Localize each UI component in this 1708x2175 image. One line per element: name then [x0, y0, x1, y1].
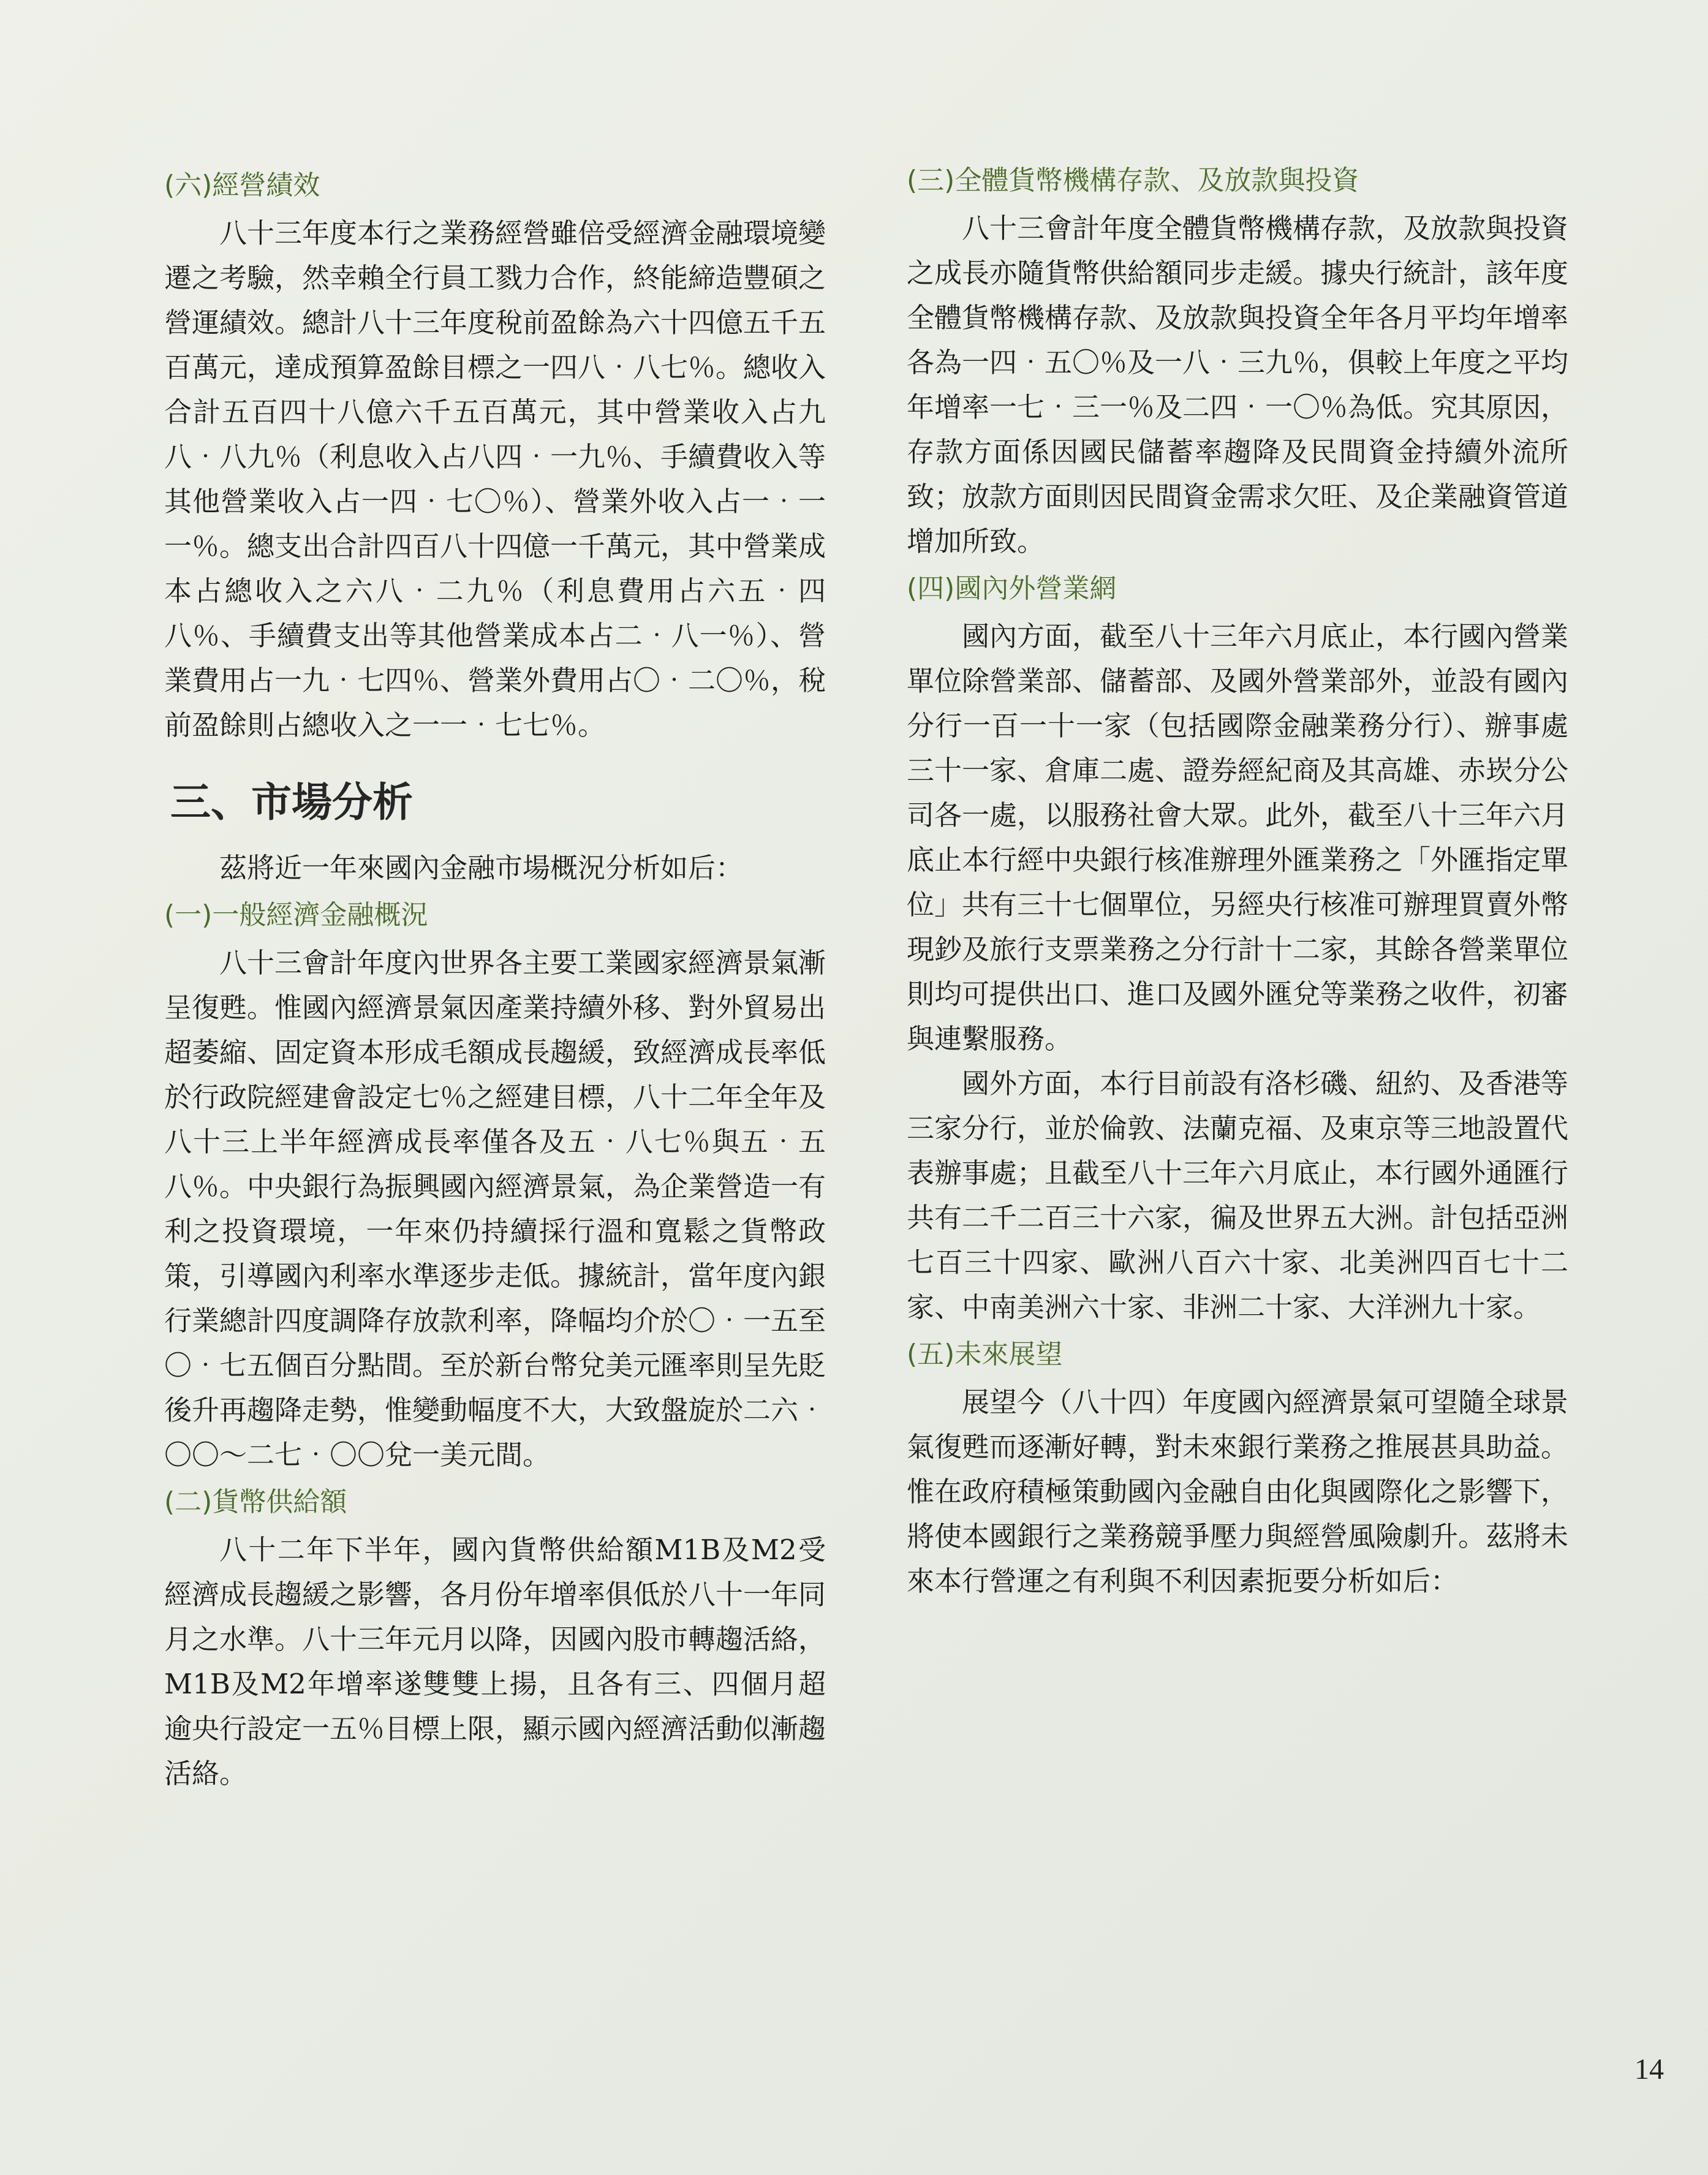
chapter-title-market-analysis: 三、市場分析: [170, 779, 413, 826]
paragraph-domestic-network: 國內方面，截至八十三年六月底止，本行國內營業單位除營業部、儲蓄部、及國外營業部外，並設有國內分行一百一十一家（包括國際金融業務分行）、辦事處三十一家、倉庫二處、證券經紀商及其高雄、赤崁分公司各一處，以服務社會大眾。此外，截至八十三年六月底止本行經中央銀行核准辦理外匯業務之「外匯指定單位」共有三十七個單位，另經央行核准可辦理買賣外幣現鈔及旅行支票業務之分行計十二家，其餘各營業單位則均可提供出口、進口及國外匯兌等業務之收件，初審與連繫服務。: [907, 620, 1569, 1055]
paragraph-market-intro: 茲將近一年來國內金融市場概況分析如后：: [219, 852, 744, 884]
right-column: [907, 161, 1568, 1603]
section-heading-deposits-loans: (三)全體貨幣機構存款、及放款與投資: [907, 165, 1359, 196]
section-heading-business-network: (四)國內外營業網: [907, 573, 1117, 604]
paragraph-operating-performance: 八十三年度本行之業務經營雖倍受經濟金融環境變遷之考驗，然幸賴全行員工戮力合作，終能締造豐碩之營運績效。總計八十三年度稅前盈餘為六十四億五千五百萬元，達成預算盈餘目標之一四八‧八七％。總收入合計五百四十八億六千五百萬元，其中營業收入占九八‧八九％（利息收入占八四‧一九％、手續費收入等其他營業收入占一四‧七〇％）、營業外收入占一‧一一％。總支出合計四百八十四億一千萬元，其中營業成本占總收入之六八‧二九％（利息費用占六五‧四八％、手續費支出等其他營業成本占二‧八一％）、營業費用占一九‧七四％、營業外費用占〇‧二〇％，稅前盈餘則占總收入之一一‧七七％。: [164, 217, 826, 741]
paragraph-money-supply: 八十二年下半年，國內貨幣供給額M1B及M2受經濟成長趨緩之影響，各月份年增率俱低於八十一年同月之水準。八十三年元月以降，因國內股市轉趨活絡，M1B及M2年增率遂雙雙上揚，且各有三、四個月超逾央行設定一五％目標上限，顯示國內經濟活動似漸趨活絡。: [164, 1534, 826, 1790]
section-heading-outlook: (五)未來展望: [907, 1339, 1063, 1370]
paragraph-deposits-loans: 八十三會計年度全體貨幣機構存款，及放款與投資之成長亦隨貨幣供給額同步走緩。據央行統計，該年度全體貨幣機構存款、及放款與投資全年各月平均年增率各為一四‧五〇％及一八‧三九％，俱較上年度之平均年增率一七‧三一％及二四‧一〇％為低。究其原因，存款方面係因國民儲蓄率趨降及民間資金持續外流所致；放款方面則因民間資金需求欠旺、及企業融資管道增加所致。: [907, 212, 1569, 558]
paragraph-outlook: 展望今（八十四）年度國內經濟景氣可望隨全球景氣復甦而逐漸好轉，對未來銀行業務之推展甚具助益。惟在政府積極策動國內金融自由化與國際化之影響下，將使本國銀行之業務競爭壓力與經營風險劇升。茲將未來本行營運之有利與不利因素扼要分析如后：: [907, 1386, 1569, 1597]
section-heading-money-supply: (二)貨幣供給額: [164, 1486, 347, 1518]
page-number: 14: [1634, 2053, 1664, 2086]
paragraph-overseas-network: 國外方面，本行目前設有洛杉磯、紐約、及香港等三家分行，並於倫敦、法蘭克福、及東京等三地設置代表辦事處；且截至八十三年六月底止，本行國外通匯行共有二千二百三十六家，徧及世界五大洲。計包括亞洲七百三十四家、歐洲八百六十家、北美洲四百七十二家、中南美洲六十家、非洲二十家、大洋洲九十家。: [907, 1067, 1569, 1323]
section-heading-operating-performance: (六)經營績效: [164, 170, 320, 201]
section-heading-general-economy: (一)一般經濟金融概況: [164, 899, 428, 931]
left-column: [164, 165, 826, 1796]
paragraph-general-economy: 八十三會計年度內世界各主要工業國家經濟景氣漸呈復甦。惟國內經濟景氣因產業持續外移、對外貿易出超萎縮、固定資本形成毛額成長趨緩，致經濟成長率低於行政院經建會設定七％之經建目標，八十二年全年及八十三上半年經濟成長率僅各及五‧八七％與五‧五八％。中央銀行為振興國內經濟景氣，為企業營造一有利之投資環境，一年來仍持續採行溫和寬鬆之貨幣政策，引導國內利率水準逐步走低。據統計，當年度內銀行業總計四度調降存放款利率，降幅均介於〇‧一五至〇‧七五個百分點間。至於新台幣兌美元匯率則呈先貶後升再趨降走勢，惟變動幅度不大，大致盤旋於二六‧〇〇～二七‧〇〇兌一美元間。: [164, 947, 826, 1471]
